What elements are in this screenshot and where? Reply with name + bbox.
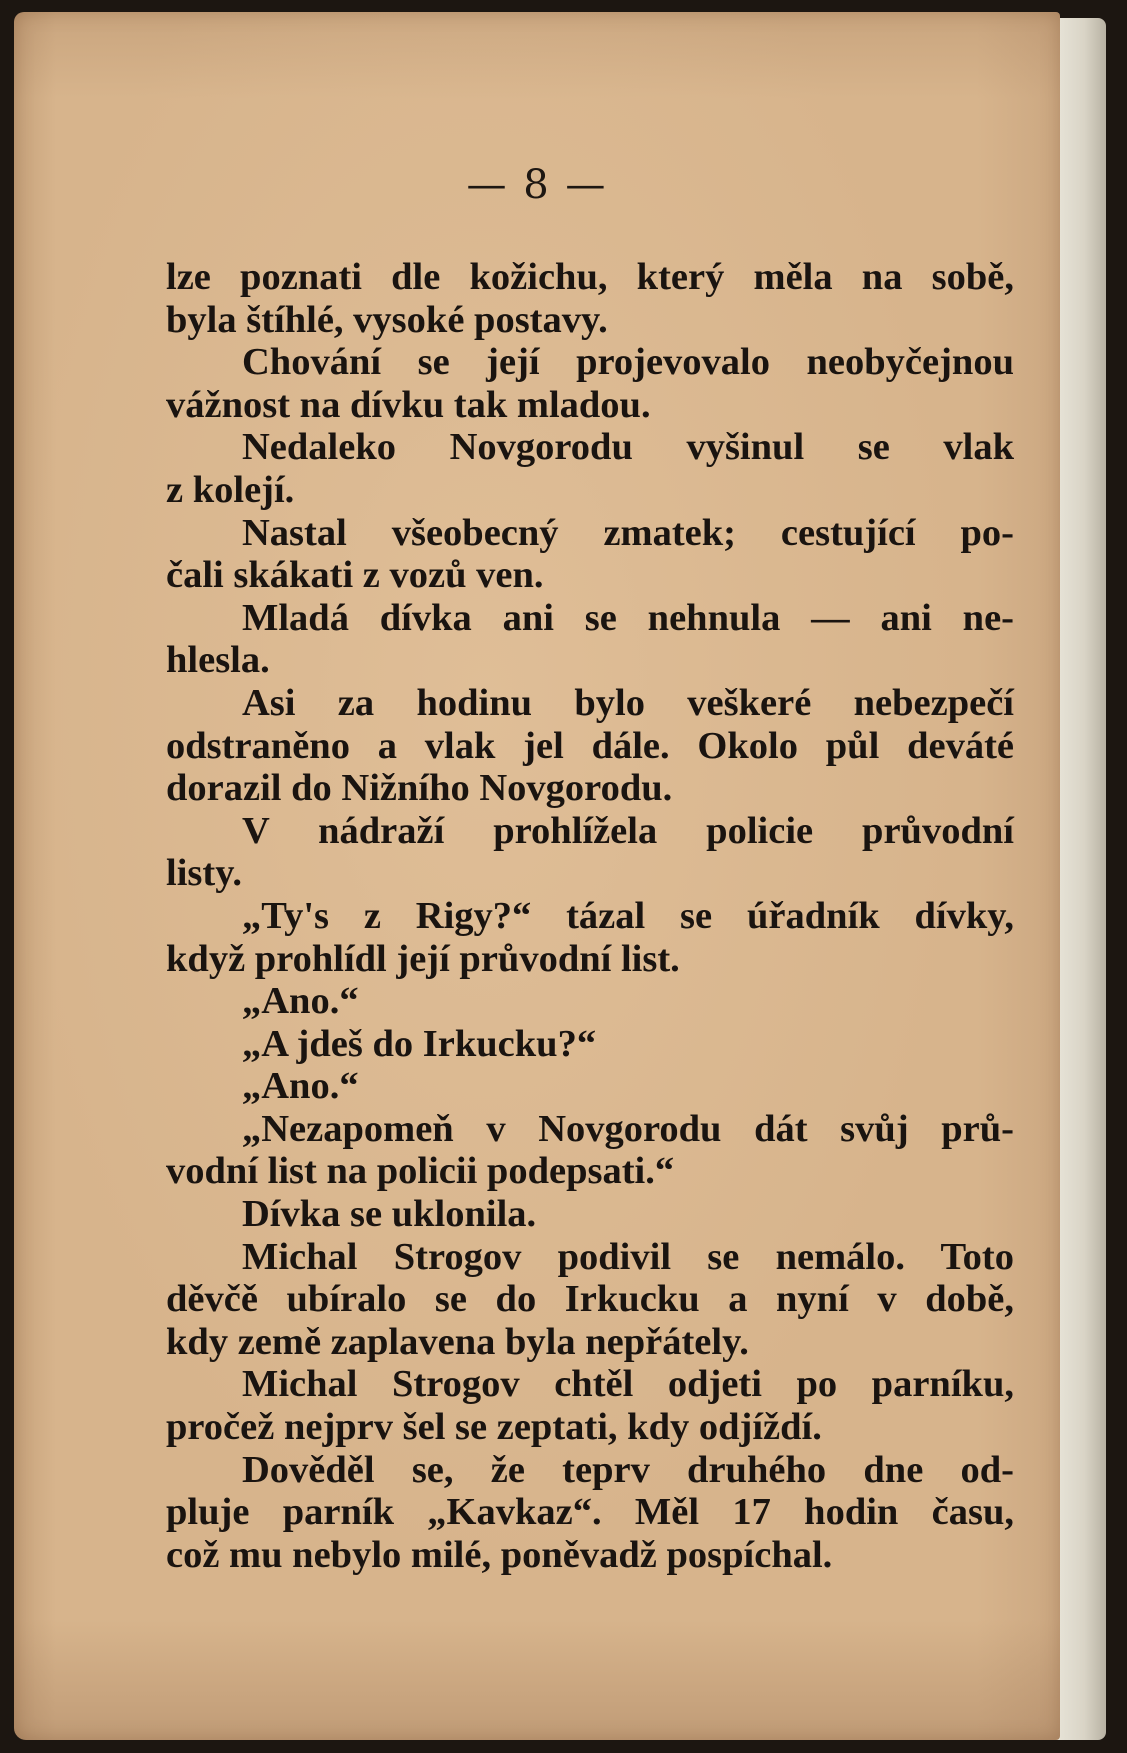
text-line: vážnost na dívku tak mladou. xyxy=(166,383,651,426)
text-line: Michal Strogov podivil se nemálo. Toto xyxy=(242,1235,1014,1278)
body-text xyxy=(166,256,1014,1576)
text-line: kdy země zaplavena byla nepřátely. xyxy=(166,1320,749,1363)
text-line: pluje parník „Kavkaz“. Měl 17 hodin času, xyxy=(166,1491,1014,1534)
text-line: Dívka se uklonila. xyxy=(242,1193,537,1236)
text-line: Asi za hodinu bylo veškeré nebezpečí xyxy=(242,681,1014,724)
text-line: Chování se její projevovalo neobyčejnou xyxy=(242,341,1014,384)
text-line: listy. xyxy=(166,852,242,895)
text-line: „A jdeš do Irkucku?“ xyxy=(242,1022,597,1065)
text-line: Mladá dívka ani se nehnula — ani ne- xyxy=(242,596,1014,639)
text-line: dorazil do Nižního Novgorodu. xyxy=(166,767,673,810)
text-line: Nedaleko Novgorodu vyšinul se vlak xyxy=(242,426,1014,469)
text-line: odstraněno a vlak jel dále. Okolo půl deváté xyxy=(166,724,1014,767)
text-line: Dověděl se, že teprv druhého dne od- xyxy=(242,1448,1014,1491)
text-line: „Ty's z Rigy?“ tázal se úřadník dívky, xyxy=(242,894,1014,937)
text-line: „Ano.“ xyxy=(242,1065,359,1108)
text-line: děvčě ubíralo se do Irkucku a nyní v době, xyxy=(166,1278,1014,1321)
book-page xyxy=(14,12,1060,1740)
text-line: což mu nebylo milé, poněvadž pospíchal. xyxy=(166,1533,833,1576)
text-line: „Nezapomeň v Novgorodu dát svůj prů- xyxy=(242,1107,1014,1150)
text-line: hlesla. xyxy=(166,639,270,682)
text-line: byla štíhlé, vysoké postavy. xyxy=(166,298,608,341)
text-line: Nastal všeobecný zmatek; cestující po- xyxy=(242,511,1014,554)
page-number: — 8 — xyxy=(466,162,608,208)
text-line: „Ano.“ xyxy=(242,980,359,1023)
text-line: V nádraží prohlížela policie průvodní xyxy=(242,809,1014,852)
text-line: pročež nejprv šel se zeptati, kdy odjíždí. xyxy=(166,1406,822,1449)
text-line: Michal Strogov chtěl odjeti po parníku, xyxy=(242,1363,1014,1406)
text-line: vodní list na policii podepsati.“ xyxy=(166,1150,675,1193)
text-line: čali skákati z vozů ven. xyxy=(166,554,544,597)
text-line: z kolejí. xyxy=(166,468,295,511)
text-line: lze poznati dle kožichu, který měla na sobě, xyxy=(166,256,1014,298)
text-line: když prohlídl její průvodní list. xyxy=(166,937,680,980)
